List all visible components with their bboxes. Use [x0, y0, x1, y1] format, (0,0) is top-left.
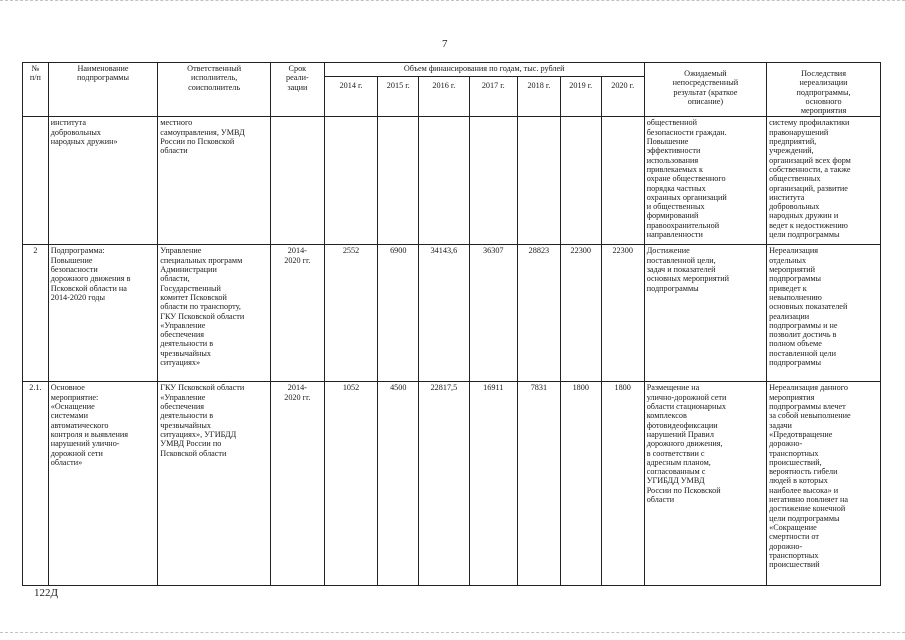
row-num: 2.1. — [23, 382, 49, 586]
header-term: Срок реали- зации — [271, 63, 325, 117]
row-result: общественной безопасности граждан. Повышение эффективности использования привлекаемых к охране общественного порядка частных охранных организаций и общественных формирований правоохранительной направленности — [644, 117, 766, 245]
header-result: Ожидаемый непосредственный результат (краткое описание) — [644, 63, 766, 117]
row-consequences: систему профилактики правонарушений предприятий, учреждений, организаций всех форм собственности, а также общественных организаций, развитие института добровольных народных дружин и ведет к недостижению цели подпрограммы — [767, 117, 881, 245]
row-value: 1800 — [601, 382, 644, 586]
row-value: 36307 — [469, 245, 517, 382]
page-number: 7 — [442, 38, 448, 50]
row-value: 1052 — [324, 382, 378, 586]
row-result: Размещение на улично-дорожной сети области стационарных комплексов фотовидеофиксации нарушений Правил дорожного движения, в соответствии с адресным планом, согласованным с УГИБДД УМВД России по Псковской области — [644, 382, 766, 586]
row-num — [23, 117, 49, 245]
row-value: 16911 — [469, 382, 517, 586]
row-consequences: Нереализация данного мероприятия подпрограммы влечет за собой невыполнение задачи «Предотвращение дорожно- транспортных происшествий, вероятность гибели людей в которых наиболее высока» и негативно повлияет на достижение конечной цели подпрограммы «Сокращение смертности от дорожно- транспортных происшествий — [767, 382, 881, 586]
header-num: № п/п — [23, 63, 49, 117]
table-row — [23, 382, 881, 586]
row-value: 22817,5 — [419, 382, 469, 586]
row-executor: Управление специальных программ Администрации области, Государственный комитет Псковской области по транспорту, ГКУ Псковской области «Управление обеспечения деятельности в чрезвычайных ситуациях» — [158, 245, 271, 382]
row-value: 22300 — [560, 245, 601, 382]
row-term: 2014- 2020 гг. — [271, 245, 325, 382]
row-value: 6900 — [378, 245, 419, 382]
funding-table — [22, 62, 881, 586]
header-year: 2019 г. — [560, 77, 601, 117]
header-year: 2017 г. — [469, 77, 517, 117]
row-term: 2014- 2020 гг. — [271, 382, 325, 586]
header-consequences: Последствия нереализации подпрограммы, основного мероприятия — [767, 63, 881, 117]
table-row — [23, 245, 881, 382]
row-value — [560, 117, 601, 245]
row-num: 2 — [23, 245, 49, 382]
row-value — [419, 117, 469, 245]
row-value — [517, 117, 560, 245]
row-value — [601, 117, 644, 245]
row-value: 7831 — [517, 382, 560, 586]
row-name: Подпрограмма: Повышение безопасности дорожного движения в Псковской области на 2014-2020 годы — [48, 245, 158, 382]
row-value: 1800 — [560, 382, 601, 586]
row-name: института добровольных народных дружин» — [48, 117, 158, 245]
header-name: Наименование подпрограммы — [48, 63, 158, 117]
row-value — [378, 117, 419, 245]
header-year: 2015 г. — [378, 77, 419, 117]
row-value: 2552 — [324, 245, 378, 382]
footer-code: 122Д — [34, 587, 59, 599]
row-executor: ГКУ Псковской области «Управление обеспечения деятельности в чрезвычайных ситуациях», УГИБДД УМВД России по Псковской области — [158, 382, 271, 586]
row-result: Достижение поставленной цели, задач и показателей основных мероприятий подпрограммы — [644, 245, 766, 382]
header-year: 2014 г. — [324, 77, 378, 117]
header-executor: Ответственный исполнитель, соисполнитель — [158, 63, 271, 117]
row-value — [469, 117, 517, 245]
row-value: 28823 — [517, 245, 560, 382]
row-value: 34143,6 — [419, 245, 469, 382]
row-consequences: Нереализация отдельных мероприятий подпрограммы приведет к невыполнению основных показателей реализации подпрограммы и не позволит достичь в полном объеме поставленной цели подпрограммы — [767, 245, 881, 382]
row-value: 4500 — [378, 382, 419, 586]
row-value — [324, 117, 378, 245]
table-row — [23, 117, 881, 245]
header-year: 2020 г. — [601, 77, 644, 117]
header-year: 2018 г. — [517, 77, 560, 117]
scan-edge-top — [0, 0, 905, 4]
header-funding: Объем финансирования по годам, тыс. рублей — [324, 63, 644, 77]
row-value: 22300 — [601, 245, 644, 382]
scan-edge-bottom — [0, 632, 905, 636]
row-executor: местного самоуправления, УМВД России по Псковской области — [158, 117, 271, 245]
row-name: Основное мероприятие: «Оснащение системами автоматического контроля и выявления нарушений улично- дорожной сети области» — [48, 382, 158, 586]
header-year: 2016 г. — [419, 77, 469, 117]
row-term — [271, 117, 325, 245]
